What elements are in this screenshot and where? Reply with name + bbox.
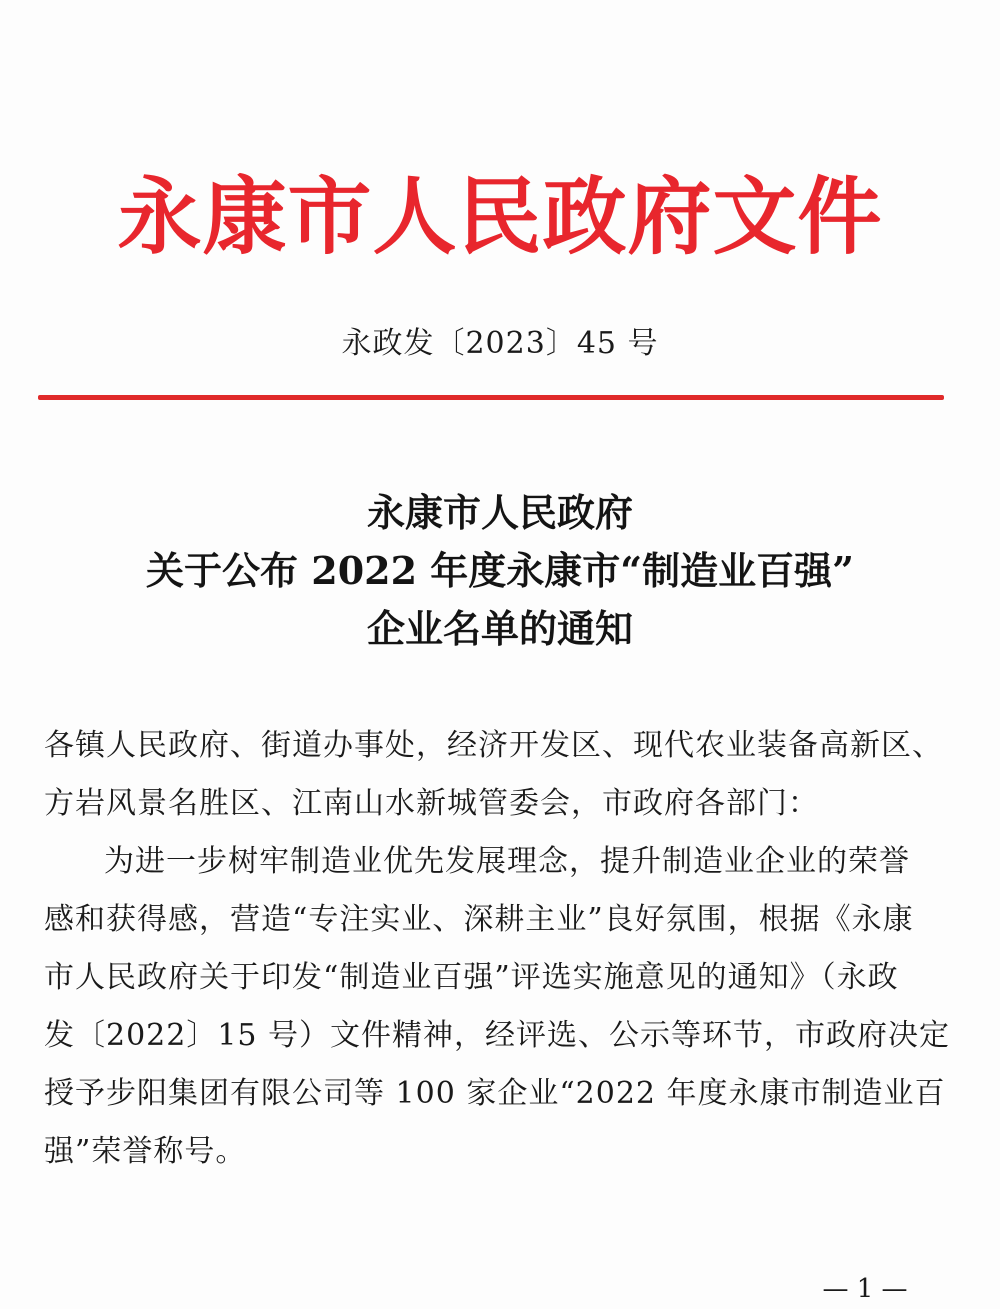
masthead-title: 永康市人民政府文件 <box>117 167 883 266</box>
document-number: 永政发〔2023〕45 号 <box>341 326 659 361</box>
body-line: 发〔2022〕15 号）文件精神，经评选、公示等环节，市政府决定 <box>44 1018 951 1053</box>
body-line: 方岩风景名胜区、江南山水新城管委会，市政府各部门： <box>44 786 819 821</box>
body-line: 市人民政府关于印发“制造业百强”评选实施意见的通知》（永政 <box>44 960 899 995</box>
body-line: 感和获得感，营造“专注实业、深耕主业”良好氛围，根据《永康 <box>44 902 914 937</box>
body-line: 强”荣誉称号。 <box>44 1134 247 1169</box>
red-divider-line <box>38 395 944 400</box>
body-line: 授予步阳集团有限公司等 100 家企业“2022 年度永康市制造业百 <box>44 1076 946 1111</box>
notice-title <box>0 484 1000 658</box>
title-line-3: 企业名单的通知 <box>366 606 633 651</box>
notice-body <box>44 717 956 1181</box>
body-line: 各镇人民政府、街道办事处，经济开发区、现代农业装备高新区、 <box>44 728 943 763</box>
page-number: — 1 — <box>822 1274 908 1304</box>
body-line: 为进一步树牢制造业优先发展理念，提升制造业企业的荣誉 <box>104 844 910 879</box>
title-line-1: 永康市人民政府 <box>366 490 633 535</box>
title-line-2: 关于公布 2022 年度永康市“制造业百强” <box>146 548 854 593</box>
